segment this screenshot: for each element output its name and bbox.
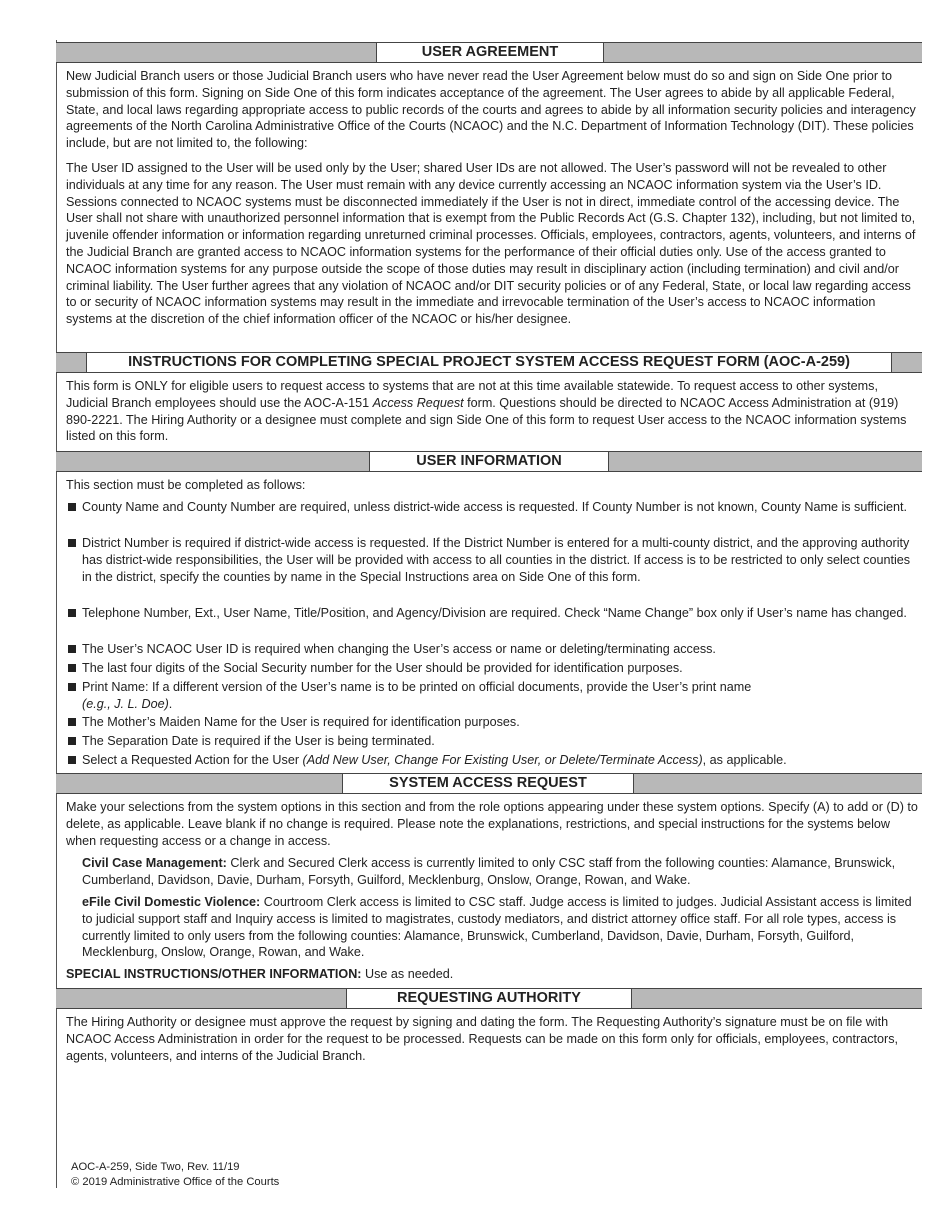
system-access-header-bar (56, 773, 922, 794)
system-access-title: SYSTEM ACCESS REQUEST (342, 773, 634, 794)
requesting-authority-title: REQUESTING AUTHORITY (346, 988, 632, 1009)
list-item: Telephone Number, Ext., User Name, Title/Position, and Agency/Division are required. Check “Name Change” box only if User’s name has changed. (66, 605, 922, 622)
user-agreement-title: USER AGREEMENT (376, 42, 604, 63)
list-item: The last four digits of the Social Security number for the User should be provided for identification purposes. (66, 660, 922, 677)
list-item: Print Name: If a different version of the User’s name is to be printed on official documents, provide the User’s print name (e.g., J. L. Doe). (66, 679, 922, 713)
special-instructions-note: SPECIAL INSTRUCTIONS/OTHER INFORMATION: Use as needed. (66, 967, 454, 981)
system-access-paragraph: Make your selections from the system options in this section and from the role options appearing under these system options. Specify (A) to add or (D) to delete, as applicable. Leave blank if no change is required. Please note the explanations, restrictions, and special instructions for the systems below when requesting access or a change in access. (66, 800, 918, 848)
user-agreement-paragraph-1: New Judicial Branch users or those Judicial Branch users who have never read the User Agreement below must do so and sign on Side One prior to submission of this form. Signing on Side One of this form indicates acceptance of the agreement. The User agrees to abide by all applicable Federal, State, and local laws regarding appropriate access to public records of the courts and agrees to abide by all information security policies and interagency agreements of the North Carolina Administrative Office of the Courts (NCAOC) and the N.C. Department of Information Technology (DIT). These policies include, but are not limited to, the following: (66, 69, 916, 151)
civil-case-management-note: Civil Case Management: Clerk and Secured Clerk access is currently limited to only CSC staff from the following counties: Alamance, Brunswick, Cumberland, Davidson, Davie, Durham, Forsyth, Guilford, Mecklenburg, Onslow, Orange, Rowan, and Wake. (82, 856, 896, 887)
bullet-square-icon (68, 683, 76, 691)
list-item: District Number is required if district-wide access is requested. If the District Number is entered for a multi-county district, and the approving authority has district-wide responsibilities, the User will be provided with access to all counties in the district. If access is to be restricted to only select counties in the district, specify the counties by name in the Special Instructions area on Side One of this form. (66, 535, 922, 585)
user-agreement-paragraph-2: The User ID assigned to the User will be used only by the User; shared User IDs are not allowed. The User’s password will not be revealed to other individuals at any time for any reason. The User must remain with any device currently accessing an NCAOC information system via the User’s ID. Sessions connected to NCAOC systems must be disconnected immediately if the User is not in direct, immediate control of the accessing device. The User shall not share with unauthorized personnel information that is exempt from the Public Records Act (G.S. Chapter 132), including, but not limited to, juvenile offender information or information regarding unreturned criminal processes. Officials, employees, contractors, agents, volunteers, and interns of the Judicial Branch are granted access to NCAOC information systems for the performance of their official duties only. Use of the access granted to NCAOC information systems for any purpose outside the scope of those duties may result in disciplinary action (including termination) and civil and/or criminal liability. The User further agrees that any violation of NCAOC and/or DIT security policies or of any Federal, State, or local law regarding access to or security of NCAOC information systems may result in the immediate and irrevocable termination of the User’s access to NCAOC information systems at the discretion of the chief information officer of the NCAOC or his/her designee. (66, 161, 916, 327)
copyright-notice: © 2019 Administrative Office of the Courts (71, 1176, 280, 1188)
user-information-header-bar (56, 451, 922, 472)
bullet-square-icon (68, 645, 76, 653)
bullet-square-icon (68, 737, 76, 745)
form-id: AOC-A-259, Side Two, Rev. 11/19 (71, 1161, 240, 1173)
bullet-square-icon (68, 664, 76, 672)
user-information-intro: This section must be completed as follows: (66, 478, 306, 492)
instructions-header-bar (56, 352, 922, 373)
bullet-square-icon (68, 718, 76, 726)
bullet-square-icon (68, 503, 76, 511)
list-item: Select a Requested Action for the User (Add New User, Change For Existing User, or Delete/Terminate Access), as applicable. (66, 752, 922, 769)
user-information-title: USER INFORMATION (369, 451, 609, 472)
bullet-square-icon (68, 539, 76, 547)
requesting-authority-header-bar (56, 988, 922, 1009)
efile-civil-domestic-violence-note: eFile Civil Domestic Violence: Courtroom Clerk access is limited to CSC staff. Judge access is limited to judges. Judicial Assistant access is limited to judicial support staff and Inquiry access is limited to magistrates, custody mediators, and district attorney office staff. For all role types, access is currently limited to only users from the following counties: Alamance, Brunswick, Cumberland, Davidson, Davie, Durham, Forsyth, Guilford, Mecklenburg, Onslow, Orange, Rowan, and Wake. (82, 895, 912, 960)
instructions-title: INSTRUCTIONS FOR COMPLETING SPECIAL PROJECT SYSTEM ACCESS REQUEST FORM (AOC-A-259) (86, 352, 892, 373)
list-item: The Separation Date is required if the User is being terminated. (66, 733, 922, 750)
bullet-square-icon (68, 756, 76, 764)
bullet-square-icon (68, 609, 76, 617)
instructions-paragraph: This form is ONLY for eligible users to request access to systems that are not at this time available statewide. To request access to other systems, Judicial Branch employees should use the AOC-A-151 Access Request form. Questions should be directed to NCAOC Access Administration at (919) 890-2221. The Hiring Authority or a designee must complete and sign Side One of this form to request User access to the NCAOC information systems listed on this form. (66, 379, 907, 444)
list-item: The Mother’s Maiden Name for the User is required for identification purposes. (66, 714, 922, 731)
list-item: The User’s NCAOC User ID is required when changing the User’s access or name or deleting/terminating access. (66, 641, 922, 658)
list-item: County Name and County Number are required, unless district-wide access is requested. If County Number is not known, County Name is sufficient. (66, 499, 922, 516)
user-agreement-header-bar (56, 42, 922, 63)
requesting-authority-paragraph: The Hiring Authority or designee must approve the request by signing and dating the form. The Requesting Authority’s signature must be on file with NCAOC Access Administration in order for the request to be processed. Requests can be made on this form only for officials, employees, contractors, agents, volunteers, and interns of the Judicial Branch. (66, 1015, 899, 1063)
